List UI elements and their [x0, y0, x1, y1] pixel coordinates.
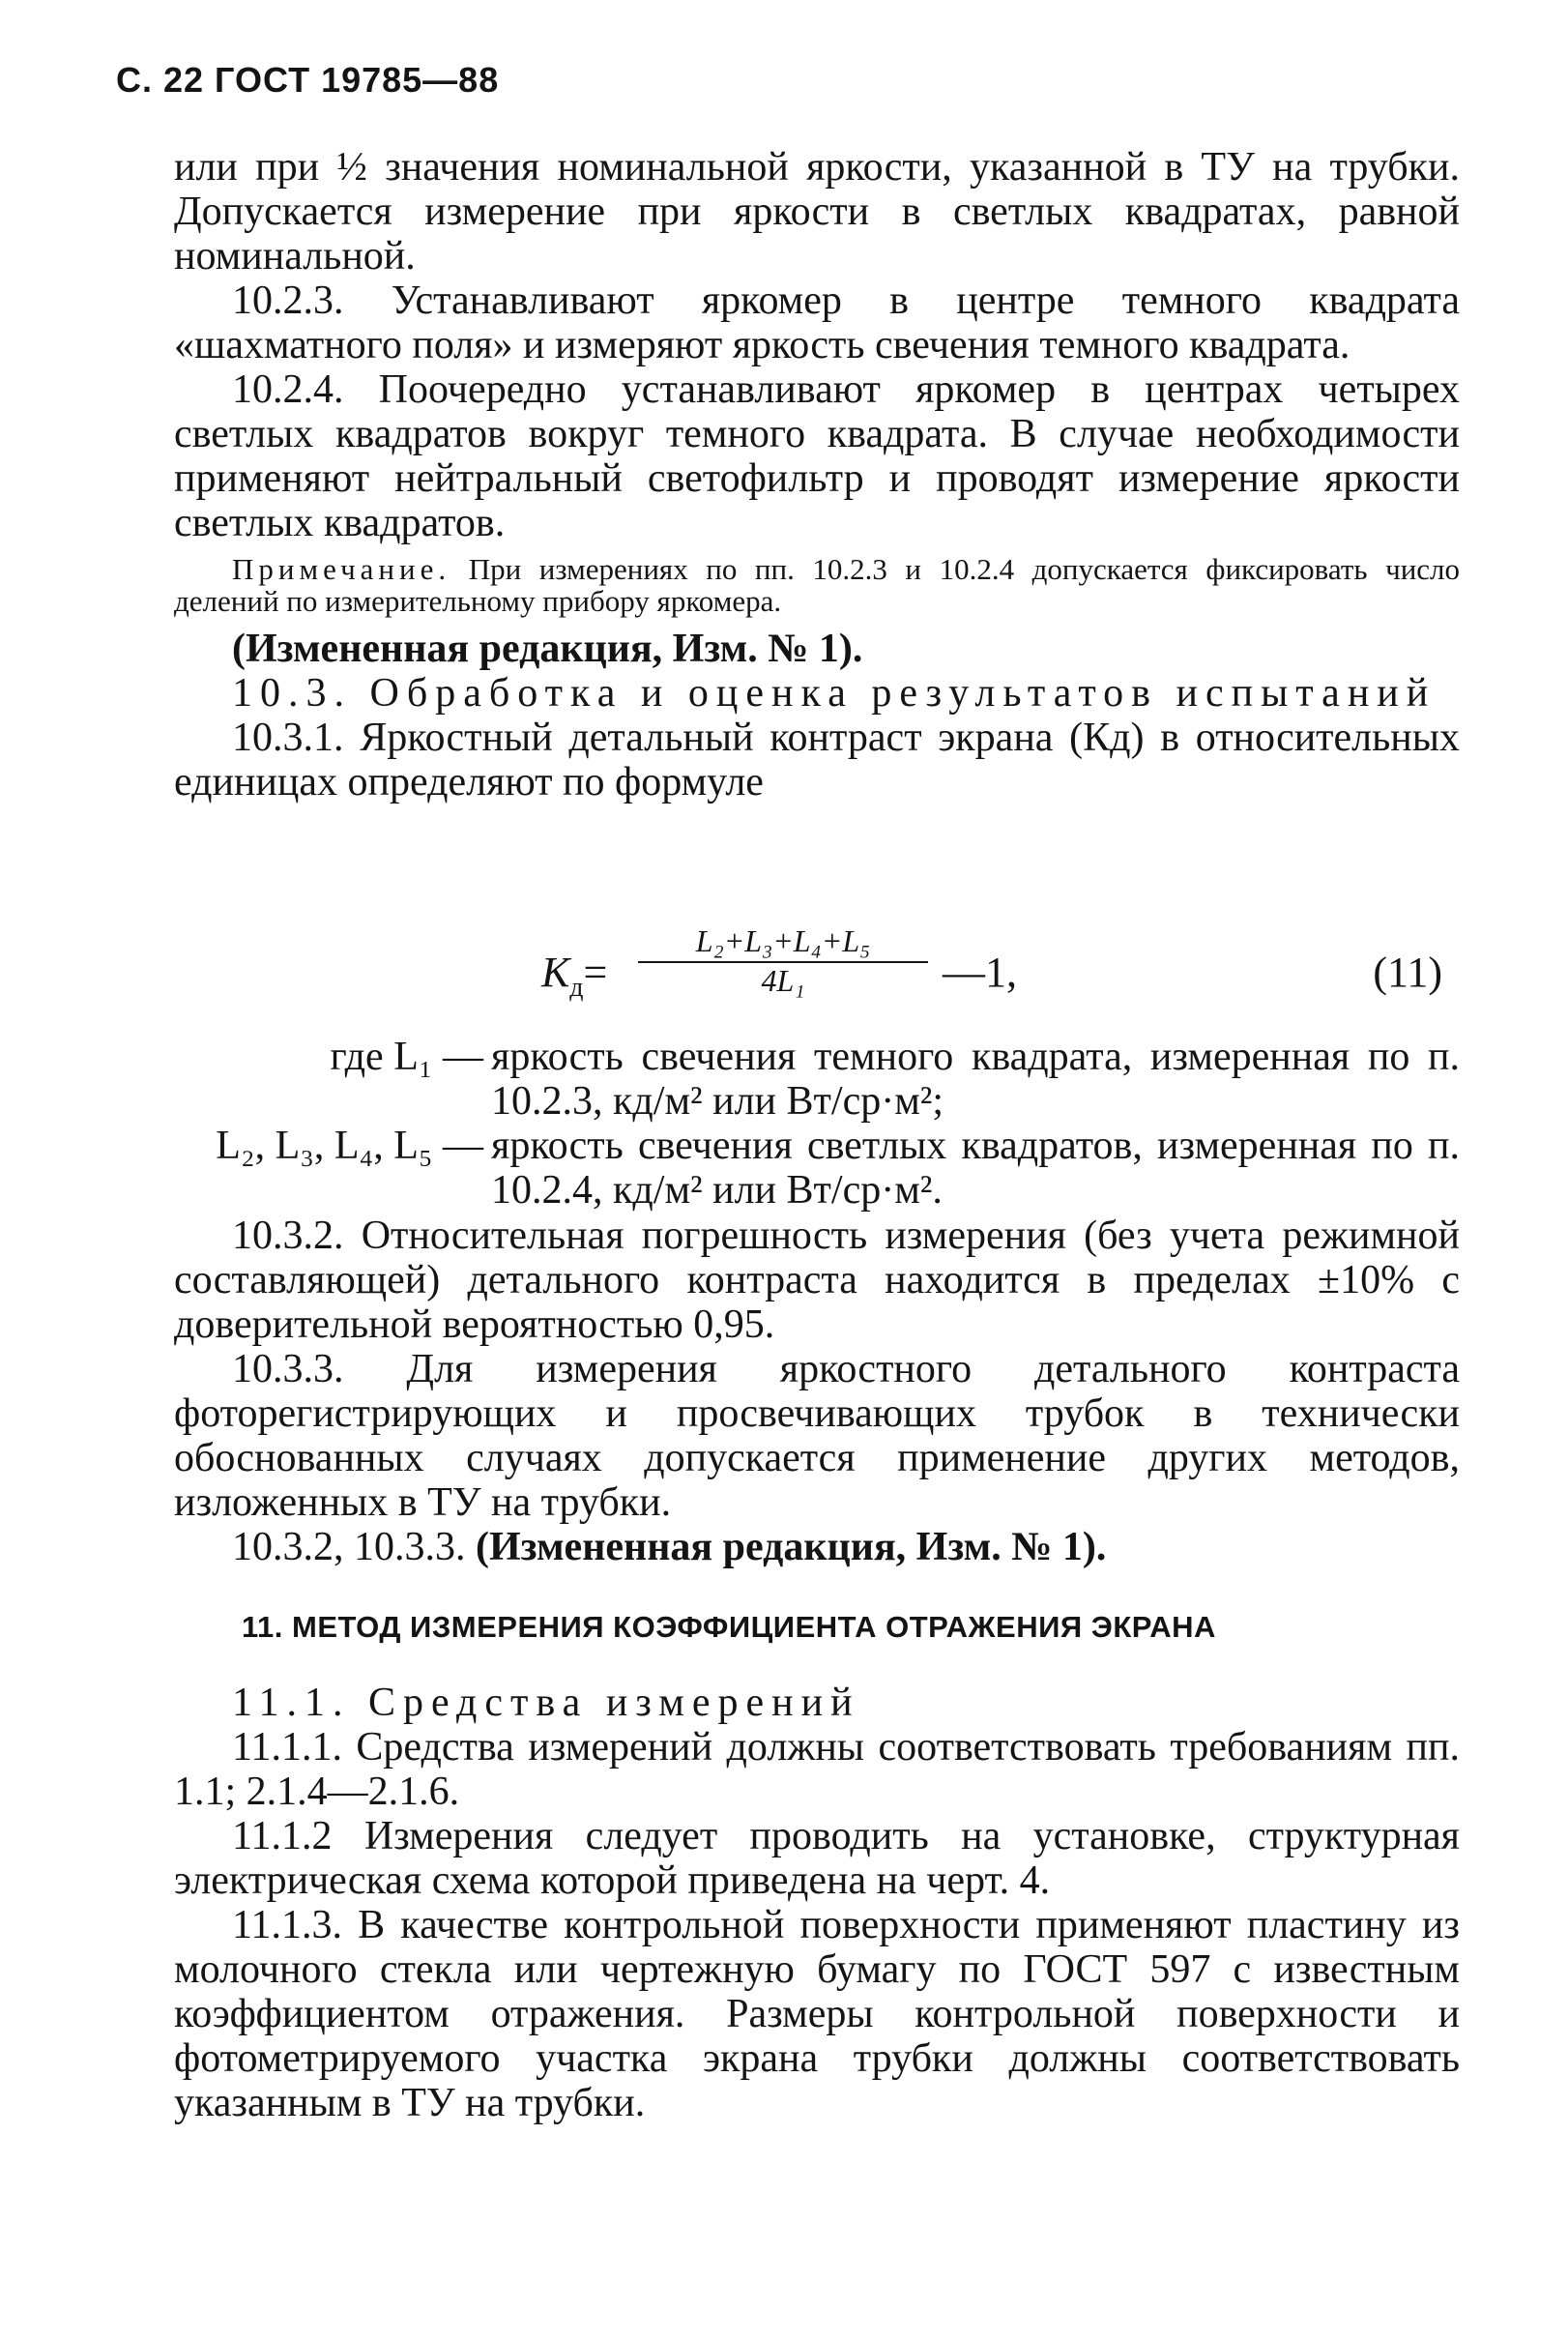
paragraph-10-2-3: 10.2.3. Устанавливают яркомер в центре темного квадрата «шахматного поля» и измеряют яркость свечения темного квадрата. — [174, 278, 1460, 367]
formula-numerator: L₂+L₃+L₄+L₅ — [638, 923, 928, 963]
formula-tail: —1, — [943, 949, 1017, 996]
formula-denominator: 4L₁ — [761, 963, 805, 998]
definitions — [164, 1035, 1460, 1213]
page-header: С. 22 ГОСТ 19785—88 — [116, 60, 500, 100]
paragraph-10-3-2: 10.3.2. Относительная погрешность измерения (без учета режимной составляющей) детального контраста находится в пределах ±10% с доверительной вероятностью 0,95. — [174, 1214, 1460, 1347]
edit-note-2: 10.3.2, 10.3.3. (Измененная редакция, Изм. № 1). — [232, 1525, 1107, 1569]
edit-note-1: (Измененная редакция, Изм. № 1). — [232, 627, 863, 671]
paragraph-11-1-3: 11.1.3. В качестве контрольной поверхности применяют пластину из молочного стекла или чертежную бумагу по ГОСТ 597 с известным коэффициентом отражения. Размеры контрольной поверхности и фотометрируемого участка экрана трубки должны соответствовать указанным в ТУ на трубки. — [174, 1903, 1460, 2125]
formula-number: (11) — [1373, 949, 1442, 996]
section-11-block — [174, 1681, 1460, 2125]
formula-lhs: $К_д=$ — [541, 949, 608, 1003]
paragraph-10-3-1: 10.3.1. Яркостный детальный контраст экрана (Кд) в относительных единицах определяют по формуле — [174, 716, 1460, 804]
paragraph-10-2-4: 10.2.4. Поочередно устанавливают яркомер в центрах четырех светлых квадратов вокруг темного квадрата. В случае необходимости применяют нейтральный светофильтр и проводят измерение яркости светлых квадратов. — [174, 367, 1460, 545]
formula-fraction — [638, 923, 928, 999]
section-11-title: 11. МЕТОД ИЗМЕРЕНИЯ КОЭФФИЦИЕНТА ОТРАЖЕНИЯ ЭКРАНА — [242, 1610, 1216, 1644]
paragraph-11-1-2: 11.1.2 Измерения следует проводить на установке, структурная электрическая схема которой приведена на черт. 4. — [174, 1814, 1460, 1903]
paragraph-continuation: или при ½ значения номинальной яркости, указанной в ТУ на трубки. Допускается измерение при яркости в светлых квадратах, равной номинальной. — [174, 145, 1460, 278]
formula-11 — [541, 923, 1460, 1020]
paragraph-10-3-3: 10.3.3. Для измерения яркостного детального контраста фоторегистрирующих и просвечивающих трубок в технически обоснованных случаях допускается применение других методов, изложенных в ТУ на трубки. — [174, 1347, 1460, 1525]
mid-text-block — [174, 1214, 1460, 1569]
definition-l1: где L₁ — яркость свечения темного квадрата, измеренная по п. 10.2.3, кд/м² или Вт/ср·м²; — [330, 1035, 1460, 1124]
note-label: Примечание. — [232, 552, 451, 586]
top-text-block — [174, 145, 1460, 804]
note — [174, 553, 1460, 617]
paragraph-11-1-1: 11.1.1. Средства измерений должны соответствовать требованиям пп. 1.1; 2.1.4—2.1.6. — [174, 1725, 1460, 1814]
heading-11-1: 11.1. Средства измерений — [232, 1681, 860, 1725]
note-text: При измерениях по пп. 10.2.3 и 10.2.4 допускается фиксировать число делений по измерительному прибору яркомера. — [174, 552, 1461, 618]
heading-10-3: 10.3. Обработка и оценка результатов испытаний — [232, 671, 1437, 716]
definition-l2-l5: L₂, L₃, L₄, L₅ — яркость свечения светлых квадратов, измеренная по п. 10.2.4, кд/м² или Вт/ср·м². — [216, 1124, 1460, 1213]
